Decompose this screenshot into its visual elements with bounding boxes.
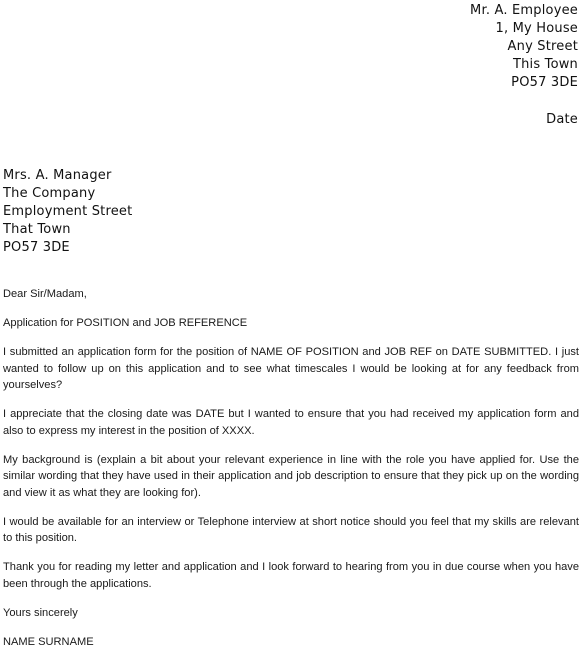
letter-date: Date	[546, 111, 578, 129]
recipient-street: Employment Street	[3, 203, 132, 221]
letter-body	[3, 286, 579, 650]
body-paragraph: I appreciate that the closing date was DATE but I wanted to ensure that you had received my application form and also to express my interest in the position of XXXX.	[3, 406, 579, 439]
body-paragraph: My background is (explain a bit about your relevant experience in line with the role you have applied for. Use the similar wording that they have used in their application and job description to ensure that they pick up on the wording and view it as what they are looking for).	[3, 452, 579, 502]
recipient-name: Mrs. A. Manager	[3, 167, 132, 185]
sender-town: This Town	[470, 56, 578, 74]
salutation: Dear Sir/Madam,	[3, 286, 579, 303]
body-paragraph: Thank you for reading my letter and application and I look forward to hearing from you in due course when you have been through the applications.	[3, 559, 579, 592]
closing: Yours sincerely	[3, 605, 579, 622]
sender-address-block	[470, 2, 578, 92]
sender-address-line2: Any Street	[470, 38, 578, 56]
sender-name: Mr. A. Employee	[470, 2, 578, 20]
sender-postcode: PO57 3DE	[470, 74, 578, 92]
signature-name: NAME SURNAME	[3, 634, 579, 650]
subject-line: Application for POSITION and JOB REFERENCE	[3, 315, 579, 332]
recipient-address-block	[3, 167, 132, 257]
sender-address-line1: 1, My House	[470, 20, 578, 38]
recipient-postcode: PO57 3DE	[3, 239, 132, 257]
body-paragraph: I submitted an application form for the position of NAME OF POSITION and JOB REF on DATE SUBMITTED. I just wanted to follow up on this application and to see what timescales I would be looking at for any feedback from yourselves?	[3, 344, 579, 394]
recipient-town: That Town	[3, 221, 132, 239]
body-paragraph: I would be available for an interview or Telephone interview at short notice should you feel that my skills are relevant to this position.	[3, 514, 579, 547]
recipient-company: The Company	[3, 185, 132, 203]
